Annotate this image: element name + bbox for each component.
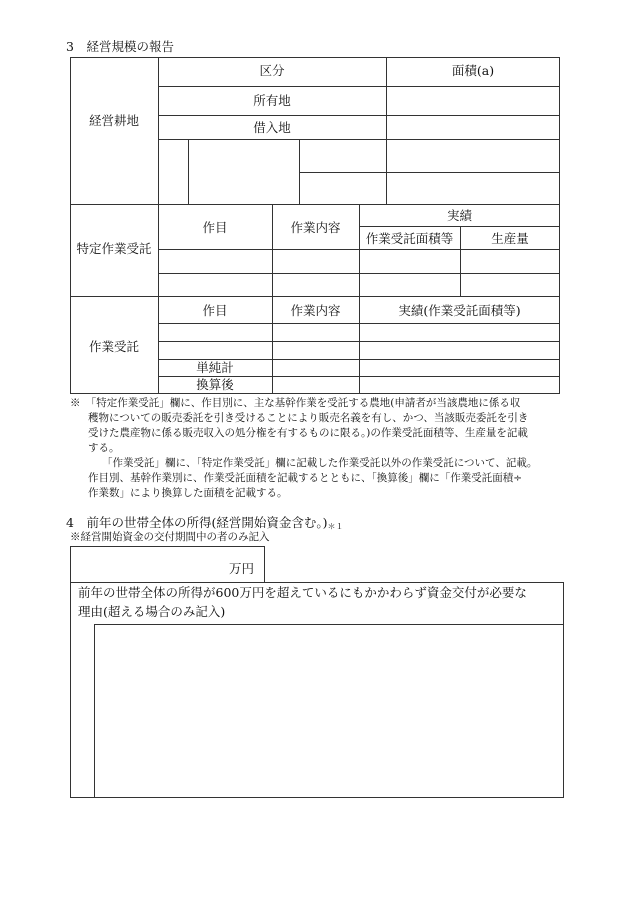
note-line: 受けた農産物に係る販売収入の処分権を有するものに限る。)の作業受託面積等、生産量を記載 (88, 427, 528, 439)
note-line: 作業数」により換算した面積を記載する。 (88, 487, 288, 499)
specified-area-header: 作業受託面積等 (365, 231, 454, 246)
section4-subnote: ※経営開始資金の交付期間中の者のみ記入 (70, 531, 270, 543)
note-line: する。 (88, 442, 120, 454)
contract-results-header: 実績(作業受託面積等) (398, 303, 521, 318)
specified-crop-header: 作目 (202, 220, 228, 235)
specified-work-header: 作業内容 (290, 220, 341, 235)
specified-contract-label: 特定作業受託 (76, 241, 152, 256)
converted-label: 換算後 (196, 377, 234, 392)
specified-production-header: 生産量 (491, 231, 529, 246)
simple-total-label: 単純計 (196, 360, 234, 375)
footnote-mark: ＊１ (327, 522, 344, 531)
header-kubun: 区分 (259, 63, 285, 78)
reason-input-area[interactable] (95, 625, 563, 797)
section3-heading: 3 経営規模の報告 (66, 39, 174, 54)
note-line: 「作業受託」欄に、「特定作業受託」欄に記載した作業受託以外の作業受託について、記載。 (102, 457, 538, 469)
section4-heading-text: 4 前年の世帯全体の所得(経営開始資金含む。) (66, 515, 328, 530)
contract-label: 作業受託 (88, 339, 139, 354)
note-line: 穫物についての販売委託を引き受けることにより販売名義を有し、かつ、当該販売委託を引き (88, 412, 529, 424)
note-line: ※ 「特定作業受託」欄に、作目別に、主な基幹作業を受託する農地(申請者が当該農地に係る収 (70, 397, 521, 409)
contract-work-header: 作業内容 (290, 303, 341, 318)
leased-land-label: 借入地 (253, 120, 291, 135)
specified-results-header: 実績 (446, 208, 472, 223)
reason-label-line2: 理由(超える場合のみ記入) (78, 604, 226, 619)
contract-crop-header: 作目 (202, 303, 228, 318)
income-unit: 万円 (229, 561, 255, 576)
owned-land-label: 所有地 (253, 93, 291, 108)
note-line: 作目別、基幹作業別に、作業受託面積を記載するとともに、「換算後」欄に「作業受託面積÷ (88, 472, 523, 484)
farmland-label: 経営耕地 (88, 113, 139, 128)
header-area: 面積(a) (451, 63, 495, 78)
reason-label-line1: 前年の世帯全体の所得が600万円を超えているにもかかわらず資金交付が必要な (78, 585, 527, 600)
